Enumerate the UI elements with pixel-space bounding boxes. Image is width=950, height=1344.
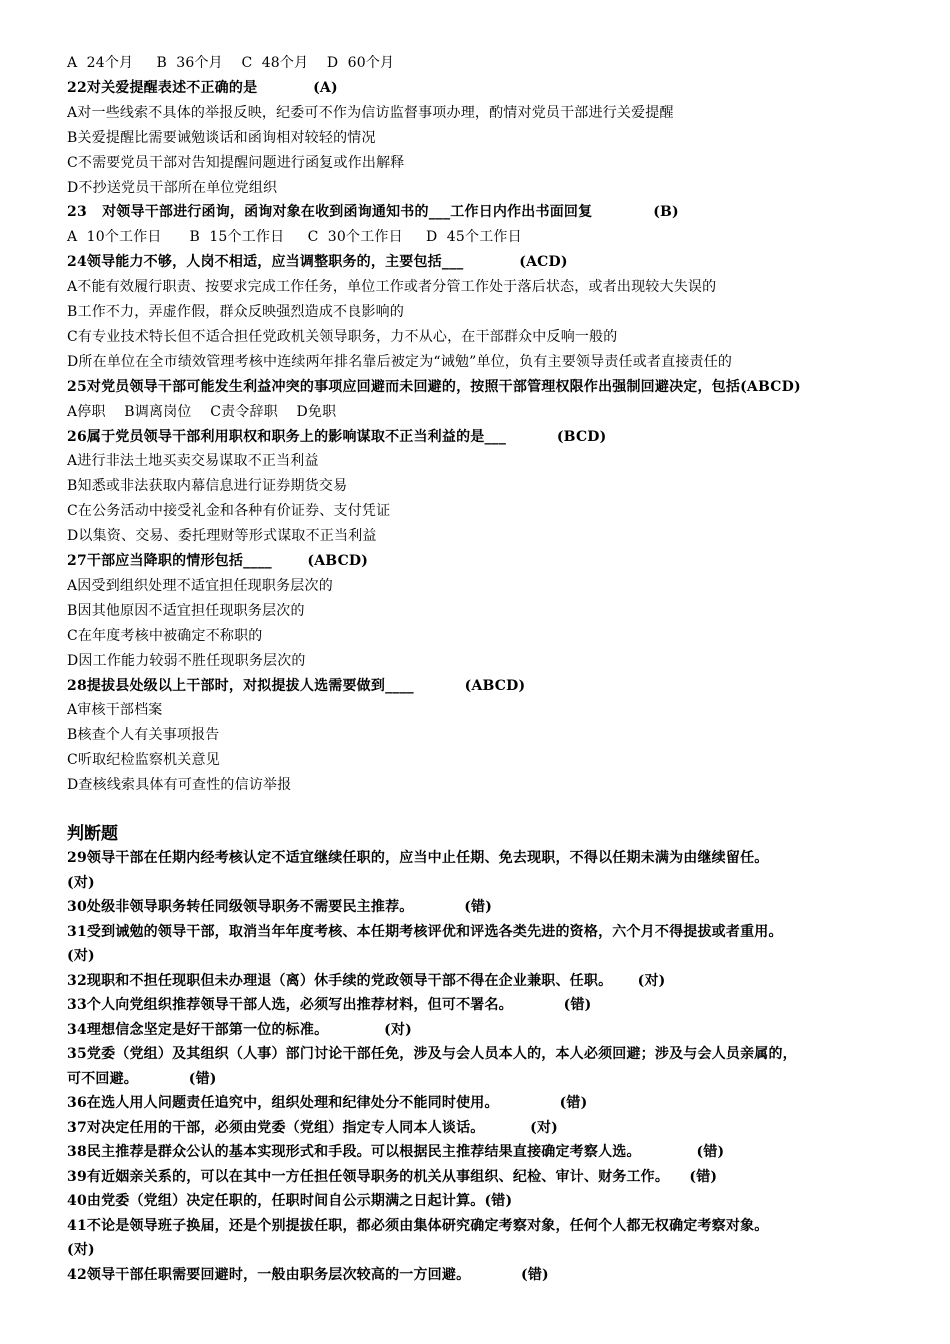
option-line: B核查个人有关事项报告 xyxy=(67,727,220,744)
judge-line: 40由党委（党组）决定任职的，任职时间自公示期满之日起计算。(错) xyxy=(67,1193,513,1209)
judge-line: 35党委（党组）及其组织（人事）部门讨论干部任免，涉及与会人员本人的，本人必须回避；涉及与会人员亲属的， xyxy=(67,1046,797,1062)
question-line: 24领导能力不够，人岗不相适，应当调整职务的，主要包括___ (ACD) xyxy=(67,254,568,271)
judge-line: 34理想信念坚定是好干部第一位的标准。 (对) xyxy=(67,1021,412,1038)
section-title: 判断题 xyxy=(67,824,118,844)
option-line: C不需要党员干部对告知提醒问题进行函复或作出解释 xyxy=(67,154,405,171)
judge-line: 42领导干部任职需要回避时，一般由职务层次较高的一方回避。 (错) xyxy=(67,1266,549,1283)
option-line: C在公务活动中接受礼金和各种有价证券、支付凭证 xyxy=(67,503,391,520)
option-line: C有专业技术特长但不适合担任党政机关领导职务，力不从心，在干部群众中反响一般的 xyxy=(67,328,618,345)
judge-line: 29领导干部在任期内经考核认定不适宜继续任职的，应当中止任期、免去现职，不得以任期未满为由继续留任。 xyxy=(67,850,769,866)
question-line: 23 对领导干部进行函询，函询对象在收到函询通知书的___工作日内作出书面回复 (B) xyxy=(67,204,679,221)
judge-line: 33个人向党组织推荐领导干部人选，必须写出推荐材料，但可不署名。 (错) xyxy=(67,997,592,1013)
judge-line: 41不论是领导班子换届，还是个别提拔任职，都必须由集体研究确定考察对象，任何个人都无权确定考察对象。 xyxy=(67,1217,769,1234)
option-line: C在年度考核中被确定不称职的 xyxy=(67,627,263,644)
option-line: A进行非法土地买卖交易谋取不正当利益 xyxy=(67,453,319,470)
option-line: A对一些线索不具体的举报反映，纪委可不作为信访监督事项办理，酌情对党员干部进行关爱提醒 xyxy=(67,104,674,121)
question-line: 26属于党员领导干部利用职权和职务上的影响谋取不正当利益的是___ (BCD) xyxy=(67,428,607,445)
question-line: 28提拔县处级以上干部时，对拟提拔人选需要做到____ (ABCD) xyxy=(67,677,526,694)
judge-line: 37对决定任用的干部，必须由党委（党组）指定专人同本人谈话。 (对) xyxy=(67,1119,558,1136)
option-line: A停职 B调离岗位 C责令辞职 D免职 xyxy=(67,403,337,420)
option-line: D不抄送党员干部所在单位党组织 xyxy=(67,179,278,196)
judge-line: 39有近姻亲关系的，可以在其中一方任担任领导职务的机关从事组织、纪检、审计、财务工作。 (错) xyxy=(67,1168,718,1185)
question-line: 25对党员领导干部可能发生利益冲突的事项应回避而未回避的，按照干部管理权限作出强制回避决定，包括(ABCD) xyxy=(67,378,801,395)
option-line: C听取纪检监察机关意见 xyxy=(67,752,220,769)
judge-line: 可不回避。 (错) xyxy=(67,1070,217,1087)
option-line: A 10个工作日 B 15个工作日 C 30个工作日 D 45个工作日 xyxy=(67,229,522,246)
option-line: B因其他原因不适宜担任现职务层次的 xyxy=(67,602,305,619)
judge-line: 30处级非领导职务转任同级领导职务不需要民主推荐。 (错) xyxy=(67,899,493,915)
option-line: D查核线索具体有可查性的信访举报 xyxy=(67,777,292,794)
option-line: D因工作能力较弱不胜任现职务层次的 xyxy=(67,652,306,669)
judge-line: (对) xyxy=(67,874,95,891)
judge-line: 31受到诫勉的领导干部，取消当年年度考核、本任期考核评优和评选各类先进的资格，六个月不得提拔或者重用。 xyxy=(67,923,783,940)
question-line: 22对关爱提醒表述不正确的是 (A) xyxy=(67,79,338,96)
option-line: D以集资、交易、委托理财等形式谋取不正当利益 xyxy=(67,528,377,545)
judge-line: (对) xyxy=(67,1242,95,1258)
judge-line: (对) xyxy=(67,948,95,964)
option-line: A审核干部档案 xyxy=(67,702,163,719)
option-line: A因受到组织处理不适宜担任现职务层次的 xyxy=(67,577,333,594)
option-line: A不能有效履行职责、按要求完成工作任务，单位工作或者分管工作处于落后状态，或者出现较大失误的 xyxy=(67,279,717,296)
option-line: D所在单位在全市绩效管理考核中连续两年排名靠后被定为“诫勉”单位，负有主要领导责任或者直接责任的 xyxy=(67,353,733,370)
judge-line: 36在选人用人问题责任追究中，组织处理和纪律处分不能同时使用。 (错) xyxy=(67,1095,588,1111)
judge-line: 32现职和不担任现职但未办理退（离）休手续的党政领导干部不得在企业兼职、任职。 (对) xyxy=(67,972,666,989)
option-line: B工作不力，弄虚作假，群众反映强烈造成不良影响的 xyxy=(67,304,405,320)
option-line: A 24个月 B 36个月 C 48个月 D 60个月 xyxy=(67,55,395,71)
judge-line: 38民主推荐是群众公认的基本实现形式和手段。可以根据民主推荐结果直接确定考察人选。 (错) xyxy=(67,1144,725,1160)
question-line: 27干部应当降职的情形包括____ (ABCD) xyxy=(67,553,369,569)
option-line: B知悉或非法获取内幕信息进行证券期货交易 xyxy=(67,478,348,495)
option-line: B关爱提醒比需要诫勉谈话和函询相对较轻的情况 xyxy=(67,129,376,146)
